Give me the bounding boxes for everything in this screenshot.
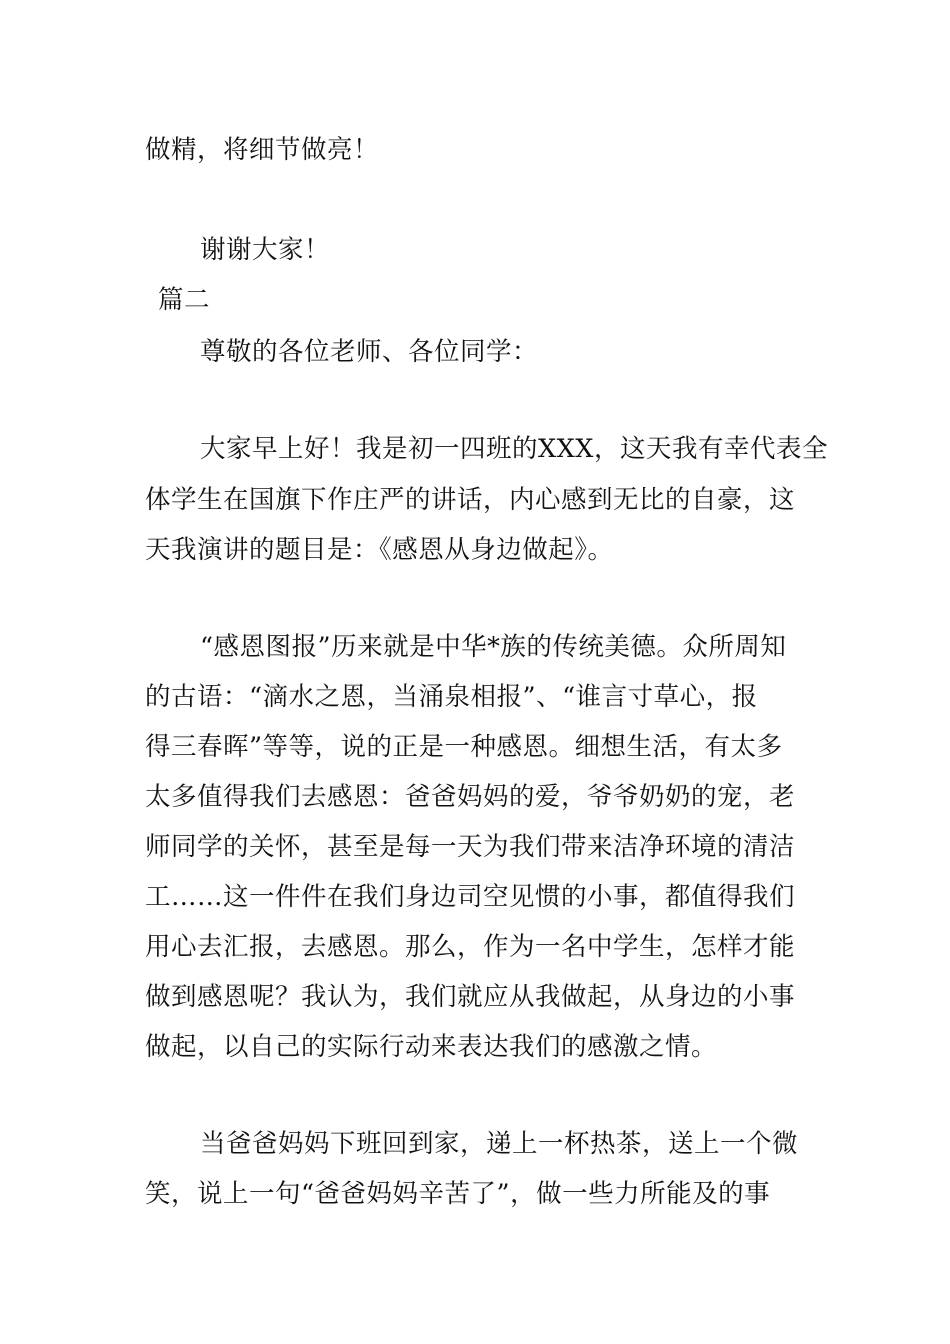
paragraph-3-line: 当爸爸妈妈下班回到家，递上一杯热茶，送上一个微 — [200, 1129, 799, 1159]
paragraph-3-line: 笑，说上一句“爸爸妈妈辛苦了”，做一些力所能及的事 — [145, 1179, 771, 1209]
thanks-line: 谢谢大家！ — [200, 235, 331, 265]
paragraph-2-line: 师同学的关怀，甚至是每一天为我们带来洁净环境的清洁 — [145, 832, 796, 862]
paragraph-2-line: 做到感恩呢？我认为，我们就应从我做起，从身边的小事 — [145, 982, 796, 1012]
paragraph-2-line: 太多值得我们去感恩：爸爸妈妈的爱，爷爷奶奶的宠，老 — [145, 782, 796, 812]
closing-fragment: 做精，将细节做亮！ — [145, 135, 380, 165]
paragraph-2-line: 工……这一件件在我们身边司空见惯的小事，都值得我们 — [145, 882, 796, 912]
salutation: 尊敬的各位老师、各位同学： — [200, 337, 539, 367]
paragraph-1-line: 大家早上好！我是初一四班的XXX，这天我有幸代表全 — [200, 434, 828, 464]
section-heading: 篇二 — [158, 285, 211, 315]
paragraph-2-line: 用心去汇报，去感恩。那么，作为一名中学生，怎样才能 — [145, 932, 796, 962]
paragraph-2-line: 得三春晖”等等，说的正是一种感恩。细想生活，有太多 — [145, 732, 783, 762]
paragraph-2-line: “感恩图报”历来就是中华*族的传统美德。众所周知 — [200, 632, 787, 662]
paragraph-2-line: 做起，以自己的实际行动来表达我们的感激之情。 — [145, 1032, 718, 1062]
paragraph-2-line: 的古语：“滴水之恩，当涌泉相报”、“谁言寸草心，报 — [145, 682, 758, 712]
paragraph-1-line: 天我演讲的题目是：《感恩从身边做起》。 — [145, 535, 614, 565]
paragraph-1-line: 体学生在国旗下作庄严的讲话，内心感到无比的自豪，这 — [145, 485, 796, 515]
